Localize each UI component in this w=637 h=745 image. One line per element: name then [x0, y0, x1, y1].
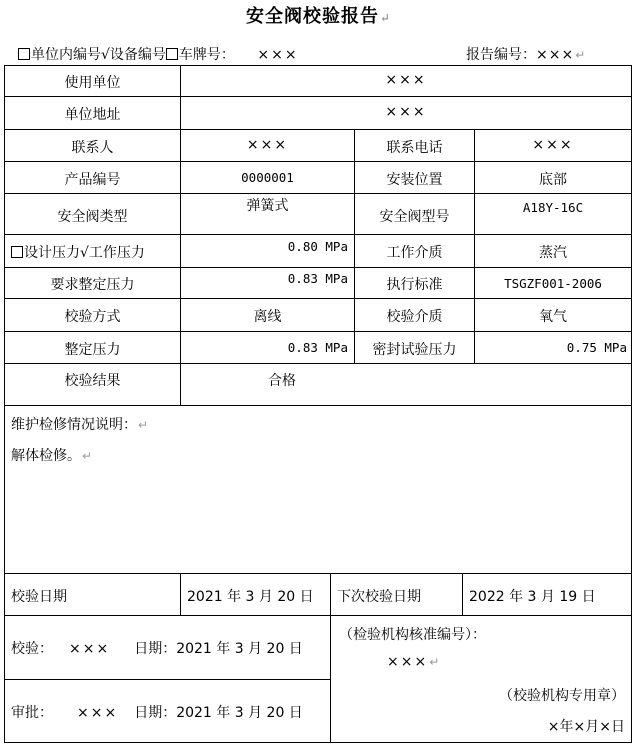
valve-type-value-cell: 弹簧式 — [180, 193, 355, 235]
contact-label-cell: 联系人 — [4, 129, 181, 162]
report-number: 报告编号：×××↵ — [466, 47, 586, 63]
user-unit-value-cell: ××× — [180, 65, 632, 97]
location-value-cell: 底部 — [474, 161, 632, 194]
maintenance-label: 维护检修情况说明：↵ — [11, 417, 149, 433]
test-medium-value-cell: 氧气 — [474, 298, 632, 332]
checkbox-design-pressure[interactable] — [11, 246, 23, 258]
seal-pressure-value-cell: 0.75 MPa — [474, 331, 632, 364]
contact-value-cell: ××× — [180, 129, 355, 162]
next-date-value-cell: 2022 年 3 月 19 日 — [462, 573, 632, 616]
method-label-cell: 校验方式 — [4, 298, 181, 332]
next-date-label-cell: 下次校验日期 — [330, 573, 463, 616]
phone-value-cell: ××× — [474, 129, 632, 162]
check-date-value-cell: 2021 年 3 月 20 日 — [180, 573, 331, 616]
set-pressure-label-cell: 整定压力 — [4, 331, 181, 364]
checker-cell: 校验： ××× 日期：2021 年 3 月 20 日 — [4, 615, 331, 680]
seal-pressure-label-cell: 密封试验压力 — [354, 331, 475, 364]
valve-model-value-cell: A18Y-16C — [474, 193, 632, 235]
product-no-label-cell: 产品编号 — [4, 161, 181, 194]
org-seal-cell — [330, 615, 632, 743]
result-label-cell: 校验结果 — [4, 363, 181, 406]
standard-value-cell: TSGZF001-2006 — [474, 267, 632, 299]
location-label-cell: 安装位置 — [354, 161, 475, 194]
pressure-value-cell: 0.80 MPa — [180, 234, 355, 268]
check-mark-icon: √ — [80, 245, 89, 261]
address-value-cell: ××× — [180, 96, 632, 130]
test-medium-label-cell: 校验介质 — [354, 298, 475, 332]
method-value-cell: 离线 — [180, 298, 355, 332]
org-no-label: （检验机构核准编号）： — [339, 627, 486, 643]
maintenance-content: 解体检修。↵ — [11, 448, 93, 464]
product-no-value-cell: 0000001 — [180, 161, 355, 194]
approver-cell: 审批： ××× 日期：2021 年 3 月 20 日 — [4, 679, 331, 743]
valve-model-label-cell: 安全阀型号 — [354, 193, 475, 235]
org-no-value: ×××↵ — [387, 654, 442, 670]
id-value: ××× — [257, 47, 299, 63]
set-pressure-value-cell: 0.83 MPa — [180, 331, 355, 364]
address-label-cell: 单位地址 — [4, 96, 181, 130]
check-mark-icon: √ — [101, 47, 110, 63]
phone-label-cell: 联系电话 — [354, 129, 475, 162]
medium-label-cell: 工作介质 — [354, 234, 475, 268]
user-unit-label-cell: 使用单位 — [4, 65, 181, 97]
checkbox-unit-no[interactable] — [18, 48, 30, 60]
seal-date: ×年×月×日 — [547, 719, 625, 735]
maintenance-cell — [4, 405, 632, 574]
result-value-cell: 合格 — [180, 363, 632, 406]
valve-type-label-cell: 安全阀类型 — [4, 193, 181, 235]
header-left: 单位内编号√设备编号 车牌号： ××× — [18, 44, 299, 64]
pressure-label-cell: 设计压力√工作压力 — [4, 234, 181, 268]
seal-label: （校验机构专用章） — [499, 688, 625, 704]
report-title: 安全阀校验报告↵ — [245, 6, 392, 27]
req-set-label-cell: 要求整定压力 — [4, 267, 181, 299]
req-set-value-cell: 0.83 MPa — [180, 267, 355, 299]
check-date-label-cell: 校验日期 — [4, 573, 181, 616]
standard-label-cell: 执行标准 — [354, 267, 475, 299]
medium-value-cell: 蒸汽 — [474, 234, 632, 268]
checkbox-plate-no[interactable] — [166, 48, 178, 60]
